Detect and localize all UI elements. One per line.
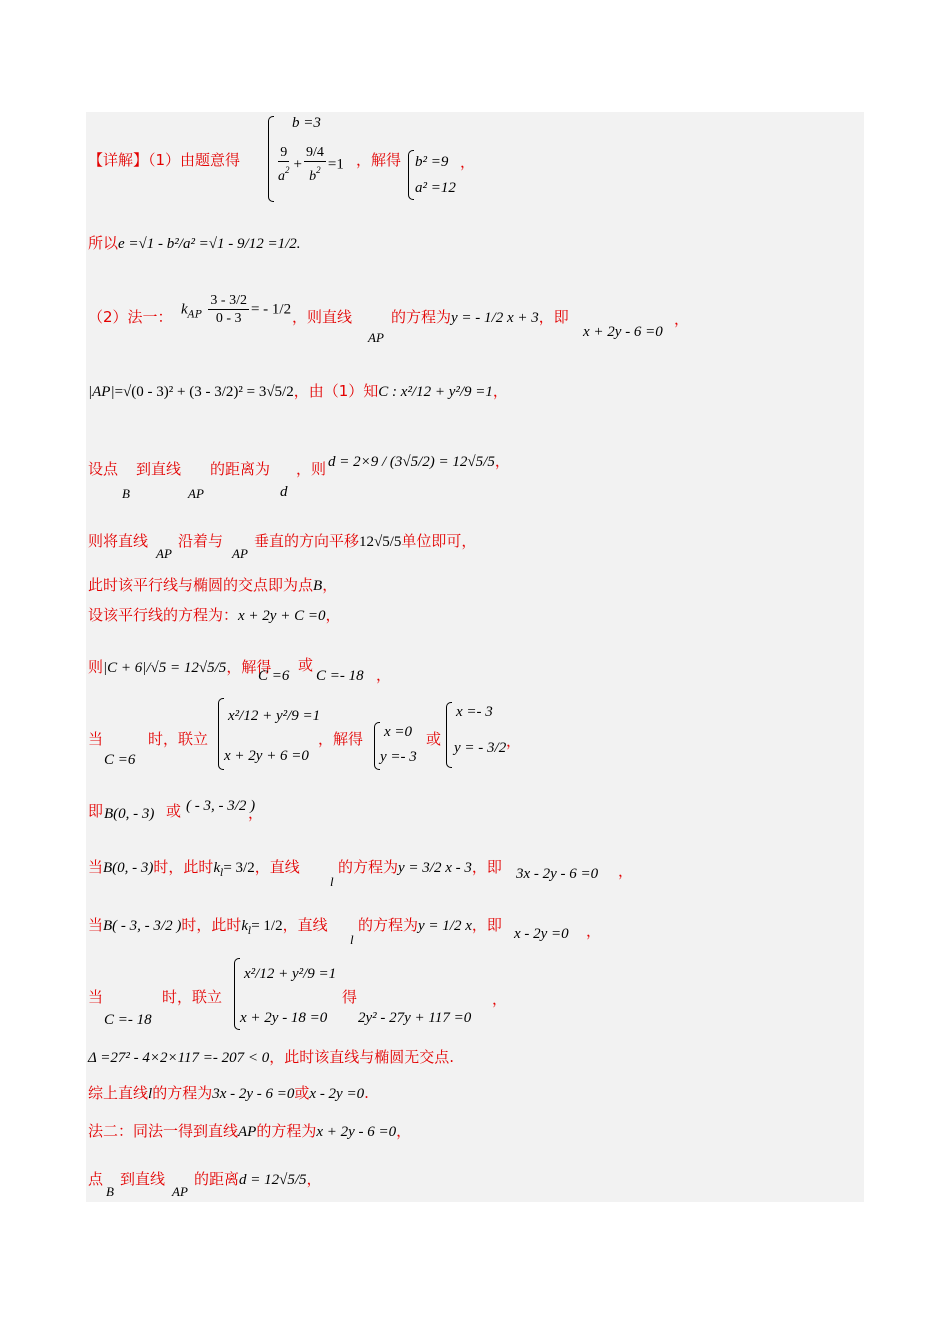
l-label-2: l	[350, 932, 354, 947]
sys2-eq1: b² =9	[415, 154, 449, 170]
c6-label: C =6	[104, 752, 136, 768]
system-brace-5	[446, 702, 452, 768]
conclusion-line: 综上直线l的方程为3x - 2y - 6 =0或x - 2y =0.	[88, 1084, 369, 1102]
de-label: 得	[342, 988, 358, 1006]
line-part1	[88, 151, 240, 169]
line-ap-general: x + 2y - 6 =0	[583, 324, 663, 340]
comma-12: ，	[618, 862, 634, 880]
or-label-2: 或	[426, 730, 442, 748]
c18-label: C =- 18	[104, 1012, 152, 1028]
discriminant-line: Δ =27² - 4×2×117 =- 207 < 0，此时该直线与椭圆无交点.	[88, 1048, 455, 1066]
case-b1: 当B(0, - 3)时，此时$k_l= 3/2$，直线	[88, 858, 300, 879]
sol-x0: x =0	[384, 724, 413, 740]
solve-label: ，解得	[356, 151, 402, 169]
translate-amount: 垂直的方向平移12√5/5单位即可，	[254, 532, 477, 550]
l-label-1: l	[330, 874, 334, 889]
method2-distance-expr: 的距离d = 12√5/5，	[194, 1170, 322, 1188]
c-value-1: C =6	[258, 668, 290, 684]
method2-distance: 点	[88, 1170, 104, 1188]
comma-11: ，	[248, 804, 264, 822]
sys1-eq1: b =3	[292, 115, 321, 131]
method1-intro: （2）法一：	[88, 308, 173, 326]
case-b2: 当B( - 3, - 3/2 )时，此时$k_l= 1/2$，直线	[88, 916, 328, 937]
case-b2-general: x - 2y =0	[514, 926, 569, 942]
parallel-line-eq: 设该平行线的方程为：x + 2y + C =0，	[88, 606, 341, 624]
point-b2: ( - 3, - 3/2 )	[186, 798, 256, 814]
sol-y-3: y =- 3	[380, 749, 417, 765]
case-c6: 当	[88, 730, 104, 748]
point-b1: B(0, - 3)	[104, 806, 155, 822]
distance-expr: d = 2×9 / (3√5/2) = 12√5/5，	[328, 452, 510, 470]
distance-label: 的距离为	[210, 460, 271, 478]
part1-intro: （1）由题意得	[148, 151, 241, 169]
ap-length-expr: =√(0 - 3)² + (3 - 3/2)² = 3√5/2	[114, 384, 294, 400]
sol-y-3-2: y = - 3/2	[454, 740, 507, 756]
point-b-label-2: B	[106, 1184, 114, 1199]
solution-document	[86, 112, 864, 1202]
to-line-label-2: 到直线	[120, 1170, 166, 1188]
along-label: 沿着与	[178, 532, 224, 550]
quadratic-result: 2y² - 27y + 117 =0	[358, 1010, 472, 1026]
ap-abs: |AP|	[88, 384, 115, 400]
comma-3: ，	[674, 310, 690, 328]
c6-eq1: x²/12 + y²/9 =1	[228, 708, 321, 724]
case-b1-eq: 的方程为y = 3/2 x - 3，即	[338, 858, 502, 876]
lianli-label-2: 时，联立	[162, 988, 223, 1006]
ap-length-line: |AP|=√(0 - 3)² + (3 - 3/2)² = 3√5/2，由（1）知C : x²/12 + y²/9 =1，	[88, 382, 508, 400]
comma-14: ，	[492, 990, 508, 1008]
sys1-eq2: $\frac{9}{a^2}$ + $\frac{9/4}{b^2}$ =1	[278, 145, 344, 184]
c18-eq2: x + 2y - 18 =0	[240, 1010, 328, 1026]
solve-label-2: ，解得	[318, 730, 364, 748]
discriminant-expr: Δ =27² - 4×2×117 =- 207 < 0	[88, 1050, 270, 1066]
ellipse-equation: C : x²/12 + y²/9 =1	[378, 384, 493, 400]
to-line-label: 到直线	[136, 460, 182, 478]
ap-label-4: AP	[232, 546, 248, 561]
solve-c-line: 则|C + 6|/√5 = 12√5/5，解得	[88, 658, 272, 676]
ap-label-2: AP	[188, 486, 204, 501]
sys2-eq2: a² =12	[415, 180, 456, 196]
case-c18: 当	[88, 988, 104, 1006]
comma-13: ，	[586, 922, 602, 940]
ap-label-3: AP	[156, 546, 172, 561]
or-label-1: 或	[298, 656, 314, 674]
c6-eq2: x + 2y + 6 =0	[224, 748, 309, 764]
or-label-3: 或	[166, 802, 182, 820]
line-ap-eq: 的方程为y = - 1/2 x + 3，即	[391, 308, 569, 326]
case-b2-eq: 的方程为y = 1/2 x，即	[358, 916, 502, 934]
detail-tag: 【详解】	[88, 151, 149, 169]
point-b-label: B	[122, 486, 130, 501]
d-label: d	[280, 484, 288, 500]
ap-sub-label: AP	[368, 330, 384, 345]
c-value-2: C =- 18	[316, 668, 364, 684]
method2-line: 法二：同法一得到直线AP的方程为x + 2y - 6 =0，	[88, 1122, 412, 1140]
c18-eq1: x²/12 + y²/9 =1	[244, 966, 337, 982]
system-brace-2	[408, 150, 414, 200]
eccentricity-expression: e =√1 - b²/a² =√1 - 9/12 =1/2.	[118, 236, 301, 252]
sol-x-3: x =- 3	[456, 704, 493, 720]
comma-10: ，	[506, 732, 522, 750]
slope-ap: $k_{AP}$ $\frac{3 - 3/2}{0 - 3}$ = - 1/2	[181, 293, 292, 326]
comma-1: ，	[460, 153, 476, 171]
then-label: ，则	[296, 460, 327, 478]
line-ap-label: ，则直线	[292, 308, 353, 326]
lianli-label: 时，联立	[148, 730, 209, 748]
comma-9: ，	[376, 666, 392, 684]
translate-line: 则将直线	[88, 532, 149, 550]
eccentricity-line: 所以e =√1 - b²/a² =√1 - 9/12 =1/2.	[88, 234, 301, 252]
ap-label-5: AP	[172, 1184, 188, 1199]
points-b-line: 即	[88, 802, 104, 820]
intersection-line: 此时该平行线与椭圆的交点即为点B，	[88, 576, 338, 594]
distance-setup: 设点	[88, 460, 119, 478]
case-b1-general: 3x - 2y - 6 =0	[516, 866, 599, 882]
